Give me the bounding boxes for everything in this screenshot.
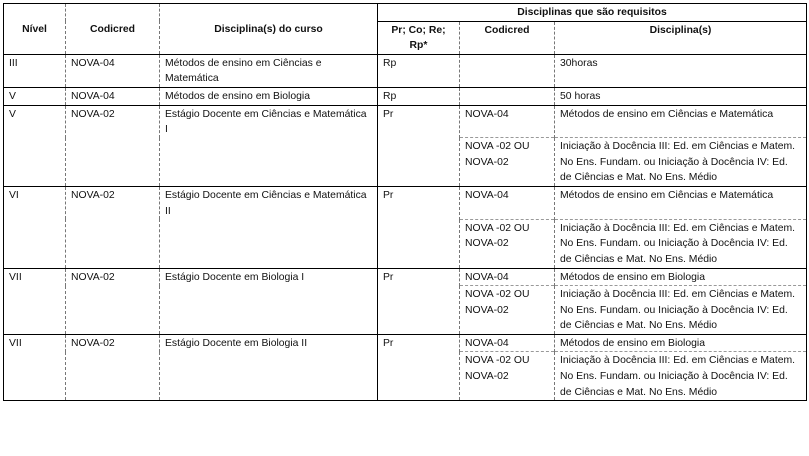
cell-tipo: Pr [378,105,460,138]
cell-tipo [378,138,460,187]
cell-req-codicred [460,54,555,87]
cell-tipo: Rp [378,54,460,87]
cell-req-disciplina: Iniciação à Docência III: Ed. em Ciências e Matem. No Ens. Fundam. ou Iniciação à Docência IV: Ed. de Ciências e Mat. No Ens. Médio [555,352,807,401]
cell-req-disciplina: 50 horas [555,87,807,105]
cell-nivel: III [4,54,66,87]
cell-tipo [378,352,460,401]
cell-req-codicred: NOVA-04 [460,334,555,352]
cell-nivel: V [4,87,66,105]
table-row [4,334,807,352]
cell-tipo: Pr [378,187,460,220]
cell-req-disciplina: Métodos de ensino em Biologia [555,334,807,352]
cell-tipo: Rp [378,87,460,105]
cell-req-codicred: NOVA-04 [460,268,555,286]
cell-disciplina [160,138,378,187]
cell-disciplina: Estágio Docente em Biologia I [160,268,378,286]
cell-req-codicred: NOVA -02 OU NOVA-02 [460,138,555,187]
cell-disciplina: Métodos de ensino em Biologia [160,87,378,105]
table-row [4,352,807,401]
cell-disciplina [160,352,378,401]
cell-req-disciplina: Métodos de ensino em Ciências e Matemática [555,187,807,220]
cell-req-disciplina: Iniciação à Docência III: Ed. em Ciências e Matem. No Ens. Fundam. ou Iniciação à Docência IV: Ed. de Ciências e Mat. No Ens. Médio [555,219,807,268]
cell-disciplina: Estágio Docente em Ciências e Matemática II [160,187,378,220]
header-req-codicred: Codicred [460,21,555,54]
cell-disciplina: Estágio Docente em Ciências e Matemática I [160,105,378,138]
cell-req-codicred: NOVA-04 [460,105,555,138]
cell-req-disciplina: Métodos de ensino em Biologia [555,268,807,286]
table-row [4,105,807,138]
requirements-table [3,3,807,401]
cell-codicred [66,286,160,335]
cell-req-disciplina: Iniciação à Docência III: Ed. em Ciências e Matem. No Ens. Fundam. ou Iniciação à Docência IV: Ed. de Ciências e Mat. No Ens. Médio [555,286,807,335]
cell-req-codicred: NOVA -02 OU NOVA-02 [460,219,555,268]
cell-codicred [66,219,160,268]
cell-req-codicred: NOVA -02 OU NOVA-02 [460,352,555,401]
requirements-table-container [3,3,807,401]
cell-codicred [66,138,160,187]
cell-codicred [66,352,160,401]
cell-nivel [4,219,66,268]
cell-req-codicred: NOVA -02 OU NOVA-02 [460,286,555,335]
cell-codicred: NOVA-04 [66,87,160,105]
cell-nivel: VI [4,187,66,220]
header-row-1 [4,4,807,22]
cell-nivel: VII [4,268,66,286]
table-row [4,286,807,335]
cell-codicred: NOVA-02 [66,105,160,138]
cell-disciplina: Estágio Docente em Biologia II [160,334,378,352]
cell-nivel: V [4,105,66,138]
cell-req-codicred [460,87,555,105]
cell-nivel [4,352,66,401]
header-tipo: Pr; Co; Re; Rp* [378,21,460,54]
table-row [4,187,807,220]
cell-req-disciplina: Métodos de ensino em Ciências e Matemática [555,105,807,138]
cell-codicred: NOVA-02 [66,334,160,352]
header-codicred: Codicred [66,4,160,55]
cell-tipo: Pr [378,334,460,352]
cell-nivel [4,286,66,335]
header-disciplina-curso: Disciplina(s) do curso [160,4,378,55]
header-requisitos-group: Disciplinas que são requisitos [378,4,807,22]
table-row [4,268,807,286]
table-row [4,54,807,87]
cell-req-codicred: NOVA-04 [460,187,555,220]
cell-codicred: NOVA-04 [66,54,160,87]
header-nivel: Nível [4,4,66,55]
cell-tipo [378,219,460,268]
cell-req-disciplina: 30horas [555,54,807,87]
cell-codicred: NOVA-02 [66,268,160,286]
table-body [4,54,807,400]
cell-nivel [4,138,66,187]
header-req-disciplina: Disciplina(s) [555,21,807,54]
table-row [4,138,807,187]
cell-tipo: Pr [378,268,460,286]
table-row [4,219,807,268]
cell-disciplina [160,219,378,268]
cell-codicred: NOVA-02 [66,187,160,220]
cell-disciplina: Métodos de ensino em Ciências e Matemática [160,54,378,87]
table-row [4,87,807,105]
cell-disciplina [160,286,378,335]
cell-nivel: VII [4,334,66,352]
cell-req-disciplina: Iniciação à Docência III: Ed. em Ciências e Matem. No Ens. Fundam. ou Iniciação à Docência IV: Ed. de Ciências e Mat. No Ens. Médio [555,138,807,187]
cell-tipo [378,286,460,335]
